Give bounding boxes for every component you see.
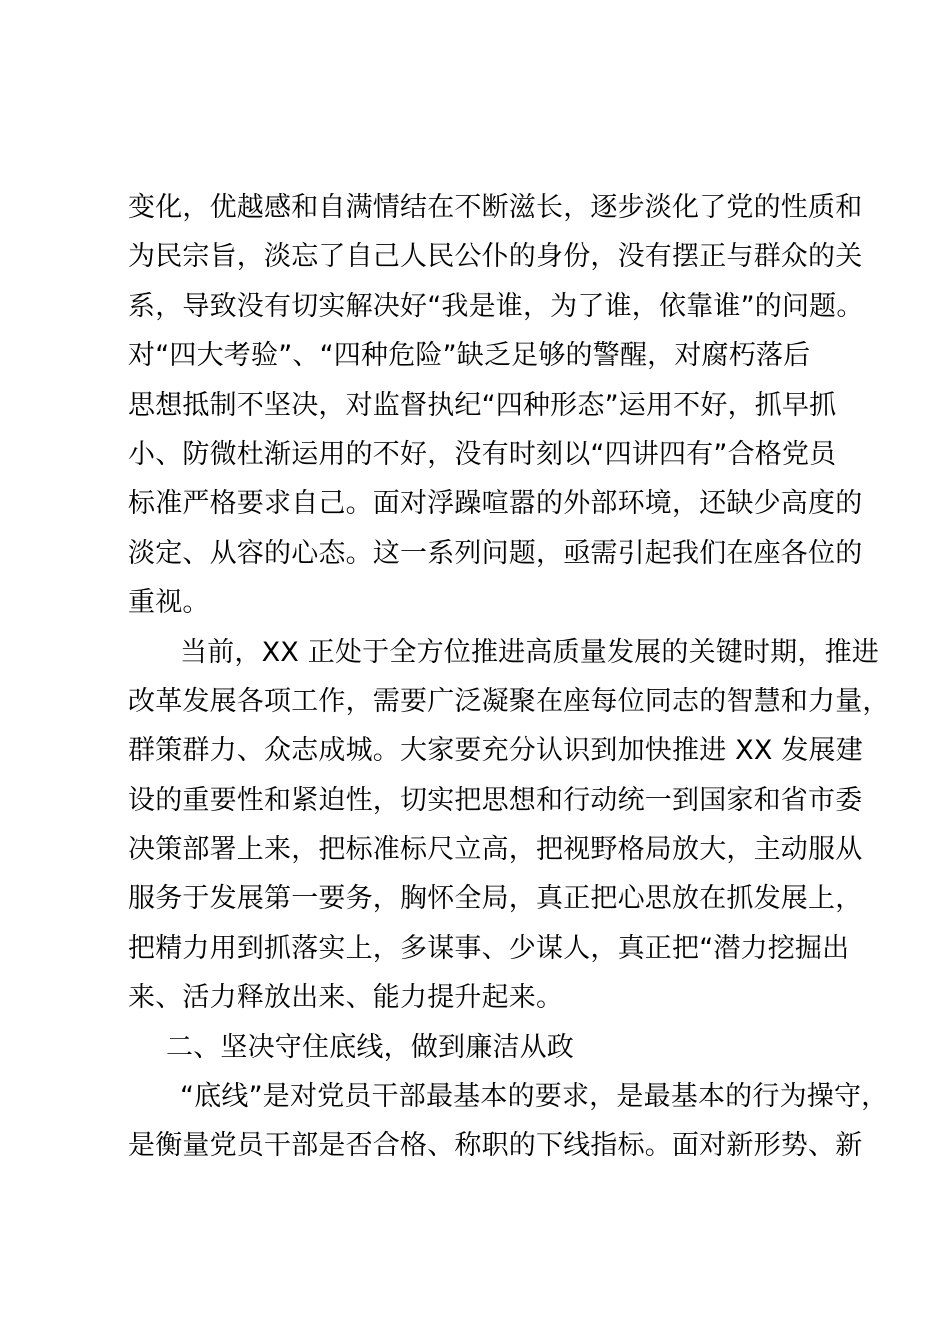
text-line: 为民宗旨，淡忘了自己人民公仆的身份，没有摆正与群众的关 [128,241,863,273]
text-line: 系，导致没有切实解决好“我是谁，为了谁，依靠谁”的问题。 [128,290,864,322]
text-line: 设的重要性和紧迫性，切实把思想和行动统一到国家和省市委 [128,784,863,816]
text-line: 标准严格要求自己。面对浮躁喧嚣的外部环境，还缺少高度的 [128,488,863,520]
text-line: 淡定、从容的心态。这一系列问题，亟需引起我们在座各位的 [128,537,863,569]
paragraph-2 [128,628,890,1023]
text-line: 重视。 [128,587,210,619]
text-line: 对“四大考验”、“四种危险”缺乏足够的警醒，对腐朽落后 [128,340,811,372]
text-line: 群策群力、众志成城。大家要充分认识到加快推进 XX 发展建 [128,735,863,767]
text-line: 服务于发展第一要务，胸怀全局，真正把心思放在抓发展上， [128,883,863,915]
text-line: 变化，优越感和自满情结在不断滋长，逐步淡化了党的性质和 [128,192,863,223]
text-line: 改革发展各项工作，需要广泛凝聚在座每位同志的智慧和力量， [128,685,890,717]
text-line: 思想抵制不坚决，对监督执纪“四种形态”运用不好，抓早抓 [128,389,837,421]
text-line: 小、防微杜渐运用的不好，没有时刻以“四讲四有”合格党员 [128,438,837,470]
document-body [128,183,890,1171]
text-line: 是衡量党员干部是否合格、称职的下线指标。面对新形势、新 [128,1130,863,1162]
section-heading: 二、坚决守住底线，做到廉洁从政 [166,1031,574,1063]
paragraph-1 [128,183,868,628]
text-line: 决策部署上来，把标准标尺立高，把视野格局放大，主动服从 [128,834,863,866]
text-line: 当前，XX 正处于全方位推进高质量发展的关键时期，推进 [180,636,879,668]
text-line: “底线”是对党员干部最基本的要求，是最基本的行为操守， [180,1081,889,1113]
paragraph-3 [128,1072,889,1171]
text-line: 来、活力释放出来、能力提升起来。 [128,982,564,1014]
text-line: 把精力用到抓落实上，多谋事、少谋人，真正把“潜力挖掘出 [128,932,850,964]
